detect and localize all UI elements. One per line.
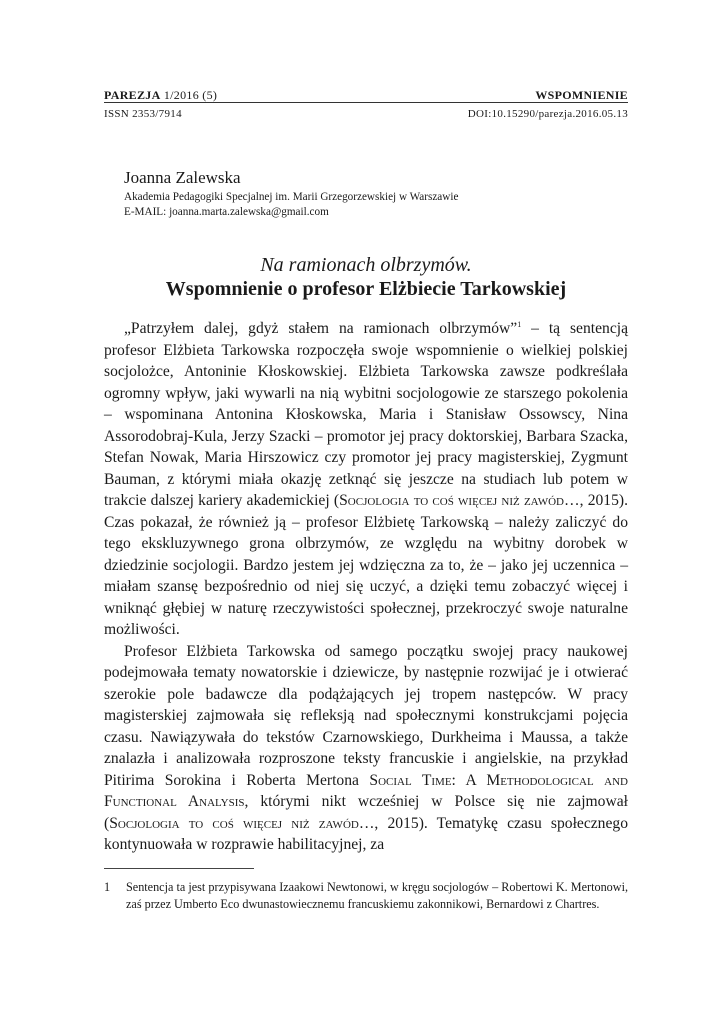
doi-label: DOI:	[467, 108, 492, 120]
article-title	[104, 253, 628, 301]
footnote-text: Sentencja ta jest przypisywana Izaakowi Newtonowi, w kręgu socjologów – Robertowi K. Mertonowi, zaś przez Umberto Eco dwunastowiecznemu francuskiemu zakonnikowi, Bernardowi z Chartres.	[126, 880, 628, 911]
author-name: Joanna Zalewska	[124, 168, 241, 187]
p1-text-b: – tą sentencją profesor Elżbieta Tarkowska rozpoczęła swoje wspomnienie o wielkiej polskiej socjolożce, Antoninie Kłoskowskiej. Elżbieta Tarkowska zawsze podkreślała ogromny wpływ, jaki wywarli na nią wybitni socjologowie ze starszego pokolenia – wspominana Antonina Kłoskowska, Maria i Stanisław Ossowscy, Nina Assorodobraj-Kula, Jerzy Szacki – promotor jej pracy doktorskiej, Barbara Szacka, Stefan Nowak, Maria Hirszowicz czy promotor jej pracy magisterskiej, Zygmunt Bauman, z którymi miała okazję zetknąć się jeszcze na studiach lub potem w trakcie dalszej kariery akademickiej (	[104, 320, 628, 509]
journal-name: PAREZJA	[104, 88, 161, 102]
paragraph-2	[104, 641, 628, 856]
issue-number: 1/2016 (5)	[163, 88, 218, 102]
issn-value: 2353/7914	[132, 108, 182, 120]
p2-text-c: ). Tematykę czasu społecznego kontynuowała w rozprawie habilitacyjnej, za	[104, 814, 628, 853]
book-title: Social Time: A Methodological and Functional Analysis	[104, 771, 628, 810]
journal-issue	[104, 88, 217, 103]
author-email	[124, 206, 329, 218]
title-line-2: Wspomnienie o profesor Elżbiecie Tarkowskiej	[165, 278, 567, 300]
doi-value: 10.15290/parezja.2016.05.13	[491, 108, 628, 120]
issn	[104, 108, 182, 120]
p1-text-c: ). Czas pokazał, że również ją – profesor Elżbietę Tarkowską – należy zaliczyć do tego ekskluzywnego grona olbrzymów, ze względu na wybitny dorobek w dziedzinie socjologii. Bardzo jestem jej wdzięczna za to, że – jako jej uczennica – miałam szansę bezpośrednio od niej się uczyć, a dzięki temu zobaczyć więcej i wniknąć głębiej w naturę rzeczywistości społecznej, przekroczyć swoje naturalne możliwości.	[104, 492, 628, 638]
title-line-1: Na ramionach olbrzymów.	[260, 254, 472, 276]
footnote-number: 1	[104, 880, 111, 894]
header-rule	[104, 102, 628, 103]
section-label: WSPOMNIENIE	[535, 88, 628, 102]
email-address[interactable]: joanna.marta.zalewska@gmail.com	[169, 206, 329, 218]
paragraph-1	[104, 318, 628, 641]
footnote-rule	[104, 868, 254, 869]
footnote-ref-1[interactable]: 1	[517, 320, 522, 329]
email-label: E-MAIL:	[124, 206, 167, 218]
citation: Socjologia to coś więcej niż zawód…, 2015	[109, 814, 419, 832]
doi	[468, 108, 628, 120]
issn-label: ISSN	[104, 108, 130, 120]
running-header	[104, 88, 628, 103]
author-affiliation: Akademia Pedagogiki Specjalnej im. Marii Grzegorzewskiej w Warszawie	[124, 191, 459, 203]
p2-text-b: , którymi nikt wcześniej w Polsce się nie zajmował (	[104, 793, 628, 832]
p1-text-a: „Patrzyłem dalej, gdyż stałem na ramionach olbrzymów”	[124, 320, 518, 337]
identifiers-row	[104, 108, 628, 120]
p2-text-a: Profesor Elżbieta Tarkowska od samego początku swojej pracy naukowej podejmowała tematy nowatorskie i dziewicze, by następnie rozwijać je i otwierać szerokie pole badawcze dla podążających jej tropem następców. W pracy magisterskiej zajmowała się refleksją nad społecznymi konstrukcjami pojęcia czasu. Nawiązywała do tekstów Czarnowskiego, Durkheima i Maussa, a także znalazła i analizowała rozproszone teksty francuskie i angielskie, na przykład Pitirima Sorokina i Roberta Mertona	[104, 642, 628, 789]
footnote-1	[104, 879, 628, 913]
citation: Socjologia to coś więcej niż zawód…, 2015	[339, 492, 619, 509]
article-body	[104, 318, 628, 856]
